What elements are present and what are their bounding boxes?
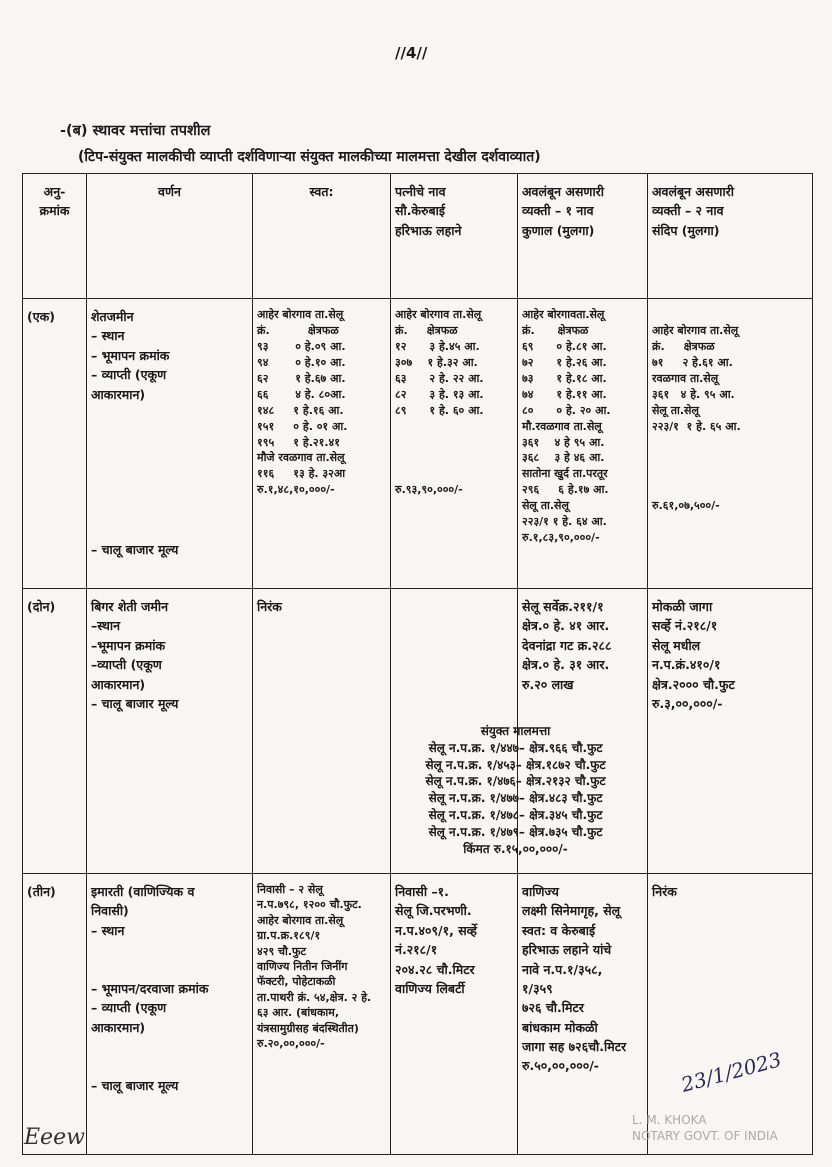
row-dependent-1: सेलू सर्वेक्र.२११/१ क्षेत्र.० हे. ४१ आर. देवनांद्रा गट क्र.२८८ क्षेत्र.० हे. ३१ आर. रु.२० लाख (518, 589, 648, 874)
notary-stamp: L. M. KHOKA NOTARY GOVT. OF INDIA (632, 1113, 778, 1144)
header-dependent-2: अवलंबून असणारी व्यक्ती – २ नाव संदिप (मुलगा) (648, 174, 813, 299)
immovable-assets-table (22, 173, 813, 1155)
row-wife: आहेर बोरगाव ता.सेलू क्रं. क्षेत्रफळ १२ ३ हे.४५ आ. ३०७ १ हे.३२ आ. ६३ २ हे. २२ आ. ८२ ३ हे. १३ आ. ८९ १ हे. ६० आ. रु.९३,९०,०००/- (391, 299, 518, 589)
joint-property-block: संयुक्त मालमत्ता सेलू न.प.क्र. १/४४७– क्षेत्र.९६६ चौ.फुट सेलू न.प.क्र. १/४५३– क्षेत्र.१८७२ चौ.फुट सेलू न.प.क्र. १/४७६– क्षेत्र.२१३२ चौ.फुट सेलू न.प.क्र. १/४७७– क्षेत्र.४८३ चौ.फुट सेलू न.प.क्र. १/४७८– क्षेत्र.३४५ चौ.फुट सेलू न.प.क्र. १/४७९– क्षेत्र.७३५ चौ.फुट किंमत रु.१५,००,०००/- (425, 724, 606, 856)
header-serial: अनु- क्रमांक (23, 174, 87, 299)
row-dependent-2: आहेर बोरगाव ता.सेलू क्रं. क्षेत्रफळ ७१ २ हे.६१ आ. रवळगाव ता.सेलू ३६१ ४ हे. ९५ आ. सेलू ता.सेलू २२३/१ १ हे. ६५ आ. रु.६१,०७,५००/- (648, 299, 813, 589)
header-self: स्वत: (253, 174, 391, 299)
row-serial: (दोन) (23, 589, 87, 874)
row-serial: (एक) (23, 299, 87, 589)
row-self: निरंक (253, 589, 391, 874)
header-description: वर्णन (87, 174, 253, 299)
notary-signature: 23/1/2023 (678, 1047, 784, 1097)
table-header-row (23, 174, 813, 299)
section-note: (टिप-संयुक्त मालकीची व्याप्ती दर्शविणाऱ्या संयुक्त मालकीच्या मालमत्ता देखील दर्शवाव्यात) (78, 149, 541, 165)
page-number: //4// (395, 44, 428, 62)
signature: Eeew (24, 1125, 85, 1150)
row-wife: निवासी –१. सेलू जि.परभणी. न.प.४०९/१, सर्व्हे नं.२१८/१ २०४.२८ चौ.मिटर वाणिज्य लिबर्टी (391, 874, 518, 1155)
row-dependent-1: आहेर बोरगावता.सेलू क्रं. क्षेत्रफळ ६९ ० हे.८१ आ. ७२ १ हे.२६ आ. ७३ १ हे.१८ आ. ७४ १ हे.११ आ. ८० ० हे. २० आ. मौ.रवळगाव ता.सेलू ३६१ ४ हे ९५ आ. ३६८ ३ हे ४६ आ. सातोना खुर्द ता.परतूर २९६ ६ हे.१७ आ. सेलू ता.सेलू २२३/१ १ हे. ६४ आ. रु.१,८३,९०,०००/- (518, 299, 648, 589)
row-description: बिगर शेती जमीन –स्थान –भूमापन क्रमांक –व्याप्ती (एकूण आकारमान) – चालू बाजार मूल्य (87, 589, 253, 874)
row-dependent-2: मोकळी जागा सर्व्हे नं.२१८/१ सेलू मधील न.प.क्रं.४१०/१ क्षेत्र.२००० चौ.फुट रु.३,००,०००/- (648, 589, 813, 874)
row-serial: (तीन) (23, 874, 87, 1155)
section-heading: -(ब) स्थावर मत्तांचा तपशील (60, 123, 211, 139)
header-dependent-1: अवलंबून असणारी व्यक्ती – १ नाव कुणाल (मुलगा) (518, 174, 648, 299)
header-wife: पत्नीचे नाव सौ.केरुबाई हरिभाऊ लहाने (391, 174, 518, 299)
row-description: इमारती (वाणिज्यिक व निवासी) – स्थान – भूमापन/दरवाजा क्रमांक – व्याप्ती (एकूण आकारमान) – चालू बाजार मूल्य (87, 874, 253, 1155)
row-dependent-1: वाणिज्य लक्ष्मी सिनेमागृह, सेलू स्वत: व केरुबाई हरिभाऊ लहाने यांचे नावे न.प.१/३५८, १/३५९ ७२६ चौ.मिटर बांधकाम मोकळी जागा सह ७२६चौ.मिटर रु.५०,००,०००/- (518, 874, 648, 1155)
row-self: निवासी – २ सेलू न.प.७९८, १२०० चौ.फुट. आहेर बोरगाव ता.सेलू ग्रा.प.क्र.१८९/१ ४२९ चौ.फुट वाणिज्य नितीन जिनींग फॅक्टरी, पोहेटाकळी ता.पाथरी क्रं. ५४,क्षेत्र. २ हे. ६३ आर. (बांधकाम, यंत्रसामुग्रीसह बंदस्थितीत) रु.२०,००,०००/- (253, 874, 391, 1155)
table-row (23, 299, 813, 589)
row-dependent-2: निरंक (648, 874, 813, 1155)
row-description: शेतजमीन – स्थान – भूमापन क्रमांक – व्याप्ती (एकूण आकारमान) – चालू बाजार मूल्य (87, 299, 253, 589)
row-self: आहेर बोरगाव ता.सेलू क्रं. क्षेत्रफळ ९३ ० हे.०९ आ. ९४ ० हे.१० आ. ६२ १ हे.६७ आ. ६६ ४ हे. ८०आ. १४८ १ हे.१६ आ. १५१ ० हे. ०१ आ. १९५ १ हे.२१.४१ मौजे रवळगाव ता.सेलू ११६ १३ हे. ३२आ रु.१,४८,१०,०००/- (253, 299, 391, 589)
